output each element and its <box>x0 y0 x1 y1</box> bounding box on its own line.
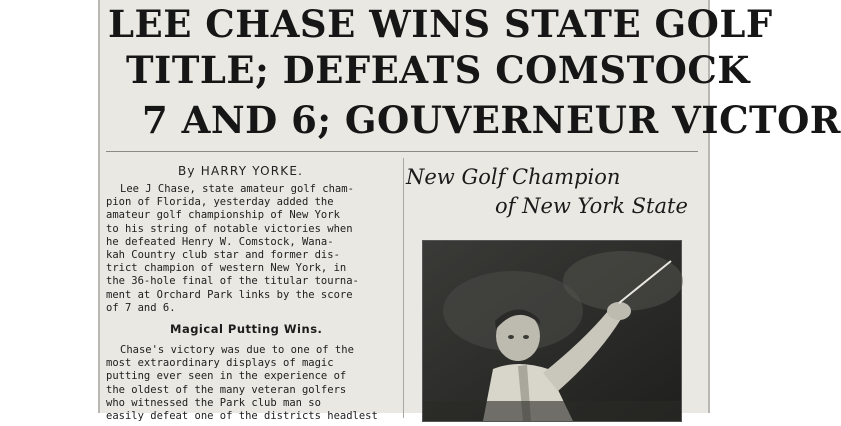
article-line: of 7 and 6. <box>106 301 176 314</box>
article-line: the oldest of the many veteran golfers <box>106 383 347 396</box>
article-line: putting ever seen in the experience of <box>106 370 347 383</box>
article-line: who witnessed the Park club man so <box>106 396 321 409</box>
article-line: trict champion of western New York, in <box>106 262 347 275</box>
column-divider <box>403 158 404 418</box>
article-line: Lee J Chase, state amateur golf cham- <box>120 183 354 195</box>
photo-caption-line-2: of New York State <box>495 194 688 218</box>
article-line: amateur golf championship of New York <box>106 209 340 222</box>
headline-line-2: TITLE; DEFEATS COMSTOCK <box>126 48 750 92</box>
article-line: kah Country club star and former dis- <box>106 249 340 262</box>
headline-line-3: 7 AND 6; GOUVERNEUR VICTOR <box>142 98 841 142</box>
headline-line-1: LEE CHASE WINS STATE GOLF <box>108 2 773 46</box>
golfer-photo <box>422 240 682 422</box>
photo-caption-line-1: New Golf Champion <box>406 165 621 189</box>
article-line: Chase's victory was due to one of the <box>120 344 354 356</box>
article-subhead: Magical Putting Wins. <box>170 322 323 336</box>
byline: By HARRY YORKE. <box>178 164 304 178</box>
article-line: pion of Florida, yesterday added the <box>106 196 334 209</box>
article-line: he defeated Henry W. Comstock, Wana- <box>106 235 334 248</box>
article-paragraph-2 <box>106 344 398 423</box>
article-line: most extraordinary displays of magic <box>106 357 334 370</box>
article-line: easily defeat one of the districts headlest <box>106 410 378 423</box>
article-paragraph-1 <box>106 183 398 315</box>
newspaper-clipping <box>98 0 841 423</box>
article-line: the 36-hole final of the titular tourna- <box>106 275 359 288</box>
golfer-photo-icon <box>423 241 681 421</box>
article-line: to his string of notable victories when <box>106 222 353 235</box>
headline-rule <box>106 151 698 152</box>
article-line: ment at Orchard Park links by the score <box>106 288 353 301</box>
